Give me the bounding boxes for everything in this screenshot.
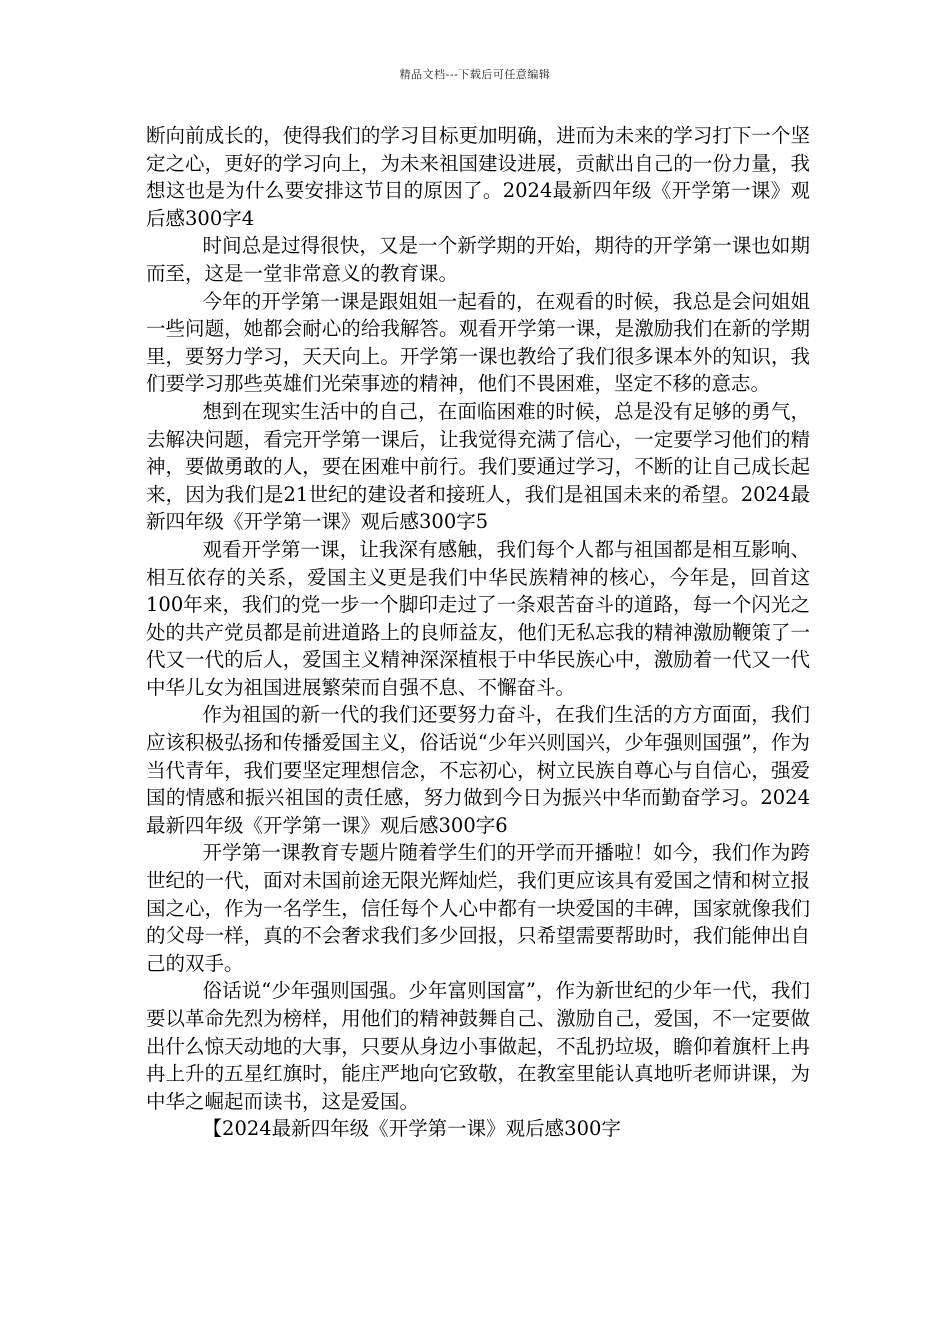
page-header: 精品文档---下载后可任意编辑 (399, 68, 551, 81)
paragraph: 俗话说“少年强则国强。少年富则国富”，作为新世纪的少年一代，我们要以革命先烈为榜样，用他们的精神鼓舞自己、激励自己，爱国，不一定要做出什么惊天动地的大事，只要从身边小事做起，不乱扔垃圾，瞻仰着旗杆上冉冉上升的五星红旗时，能庄严地向它致敬，在教室里能认真地听老师讲课，为中华之崛起而读书，这是爱国。 (146, 979, 810, 1113)
paragraph: 作为祖国的新一代的我们还要努力奋斗，在我们生活的方方面面，我们应该积极弘扬和传播爱国主义，俗话说“少年兴则国兴，少年强则国强”，作为当代青年，我们要坚定理想信念，不忘初心，树立民族自尊心与自信心，强爱国的情感和振兴祖国的责任感，努力做到今日为振兴中华而勤奋学习。2024最新四年级《开学第一课》观后感300字6 (146, 703, 810, 837)
paragraph: 【2024最新四年级《开学第一课》观后感300字 (202, 1117, 621, 1141)
paragraph: 断向前成长的，使得我们的学习目标更加明确，进而为未来的学习打下一个坚定之心，更好的学习向上，为未来祖国建设进展，贡献出自己的一份力量，我想这也是为什么要安排这节目的原因了。2024最新四年级《开学第一课》观后感300字4 (146, 124, 810, 230)
paragraph: 观看开学第一课，让我深有感触，我们每个人都与祖国都是相互影响、相互依存的关系，爱国主义更是我们中华民族精神的核心，今年是，回首这100年来，我们的党一步一个脚印走过了一条艰苦奋斗的道路，每一个闪光之处的共产党员都是前进道路上的良师益友，他们无私忘我的精神激励鞭策了一代又一代的后人，爱国主义精神深深植根于中华民族心中，激励着一代又一代中华儿女为祖国进展繁荣而自强不息、不懈奋斗。 (146, 537, 810, 699)
document-body (146, 122, 810, 1143)
paragraph: 开学第一课教育专题片随着学生们的开学而开播啦！如今，我们作为跨世纪的一代，面对未国前途无限光辉灿烂，我们更应该具有爱国之情和树立报国之心，作为一名学生，信任每个人心中都有一块爱国的丰碑，国家就像我们的父母一样，真的不会奢求我们多少回报，只希望需要帮助时，我们能伸出自己的双手。 (146, 841, 810, 975)
paragraph: 时间总是过得很快，又是一个新学期的开始，期待的开学第一课也如期而至，这是一堂非常意义的教育课。 (146, 234, 810, 285)
paragraph: 想到在现实生活中的自己，在面临困难的时候，总是没有足够的勇气，去解决问题，看完开学第一课后，让我觉得充满了信心，一定要学习他们的精神，要做勇敢的人，要在困难中前行。我们要通过学习，不断的让自己成长起来，因为我们是21世纪的建设者和接班人，我们是祖国未来的希望。2024最新四年级《开学第一课》观后感300字5 (146, 399, 810, 534)
paragraph: 今年的开学第一课是跟姐姐一起看的，在观看的时候，我总是会问姐姐一些问题，她都会耐心的给我解答。观看开学第一课，是激励我们在新的学期里，要努力学习，天天向上。开学第一课也教给了我们很多课本外的知识，我们要学习那些英雄们光荣事迹的精神，他们不畏困难，坚定不移的意志。 (146, 289, 810, 396)
